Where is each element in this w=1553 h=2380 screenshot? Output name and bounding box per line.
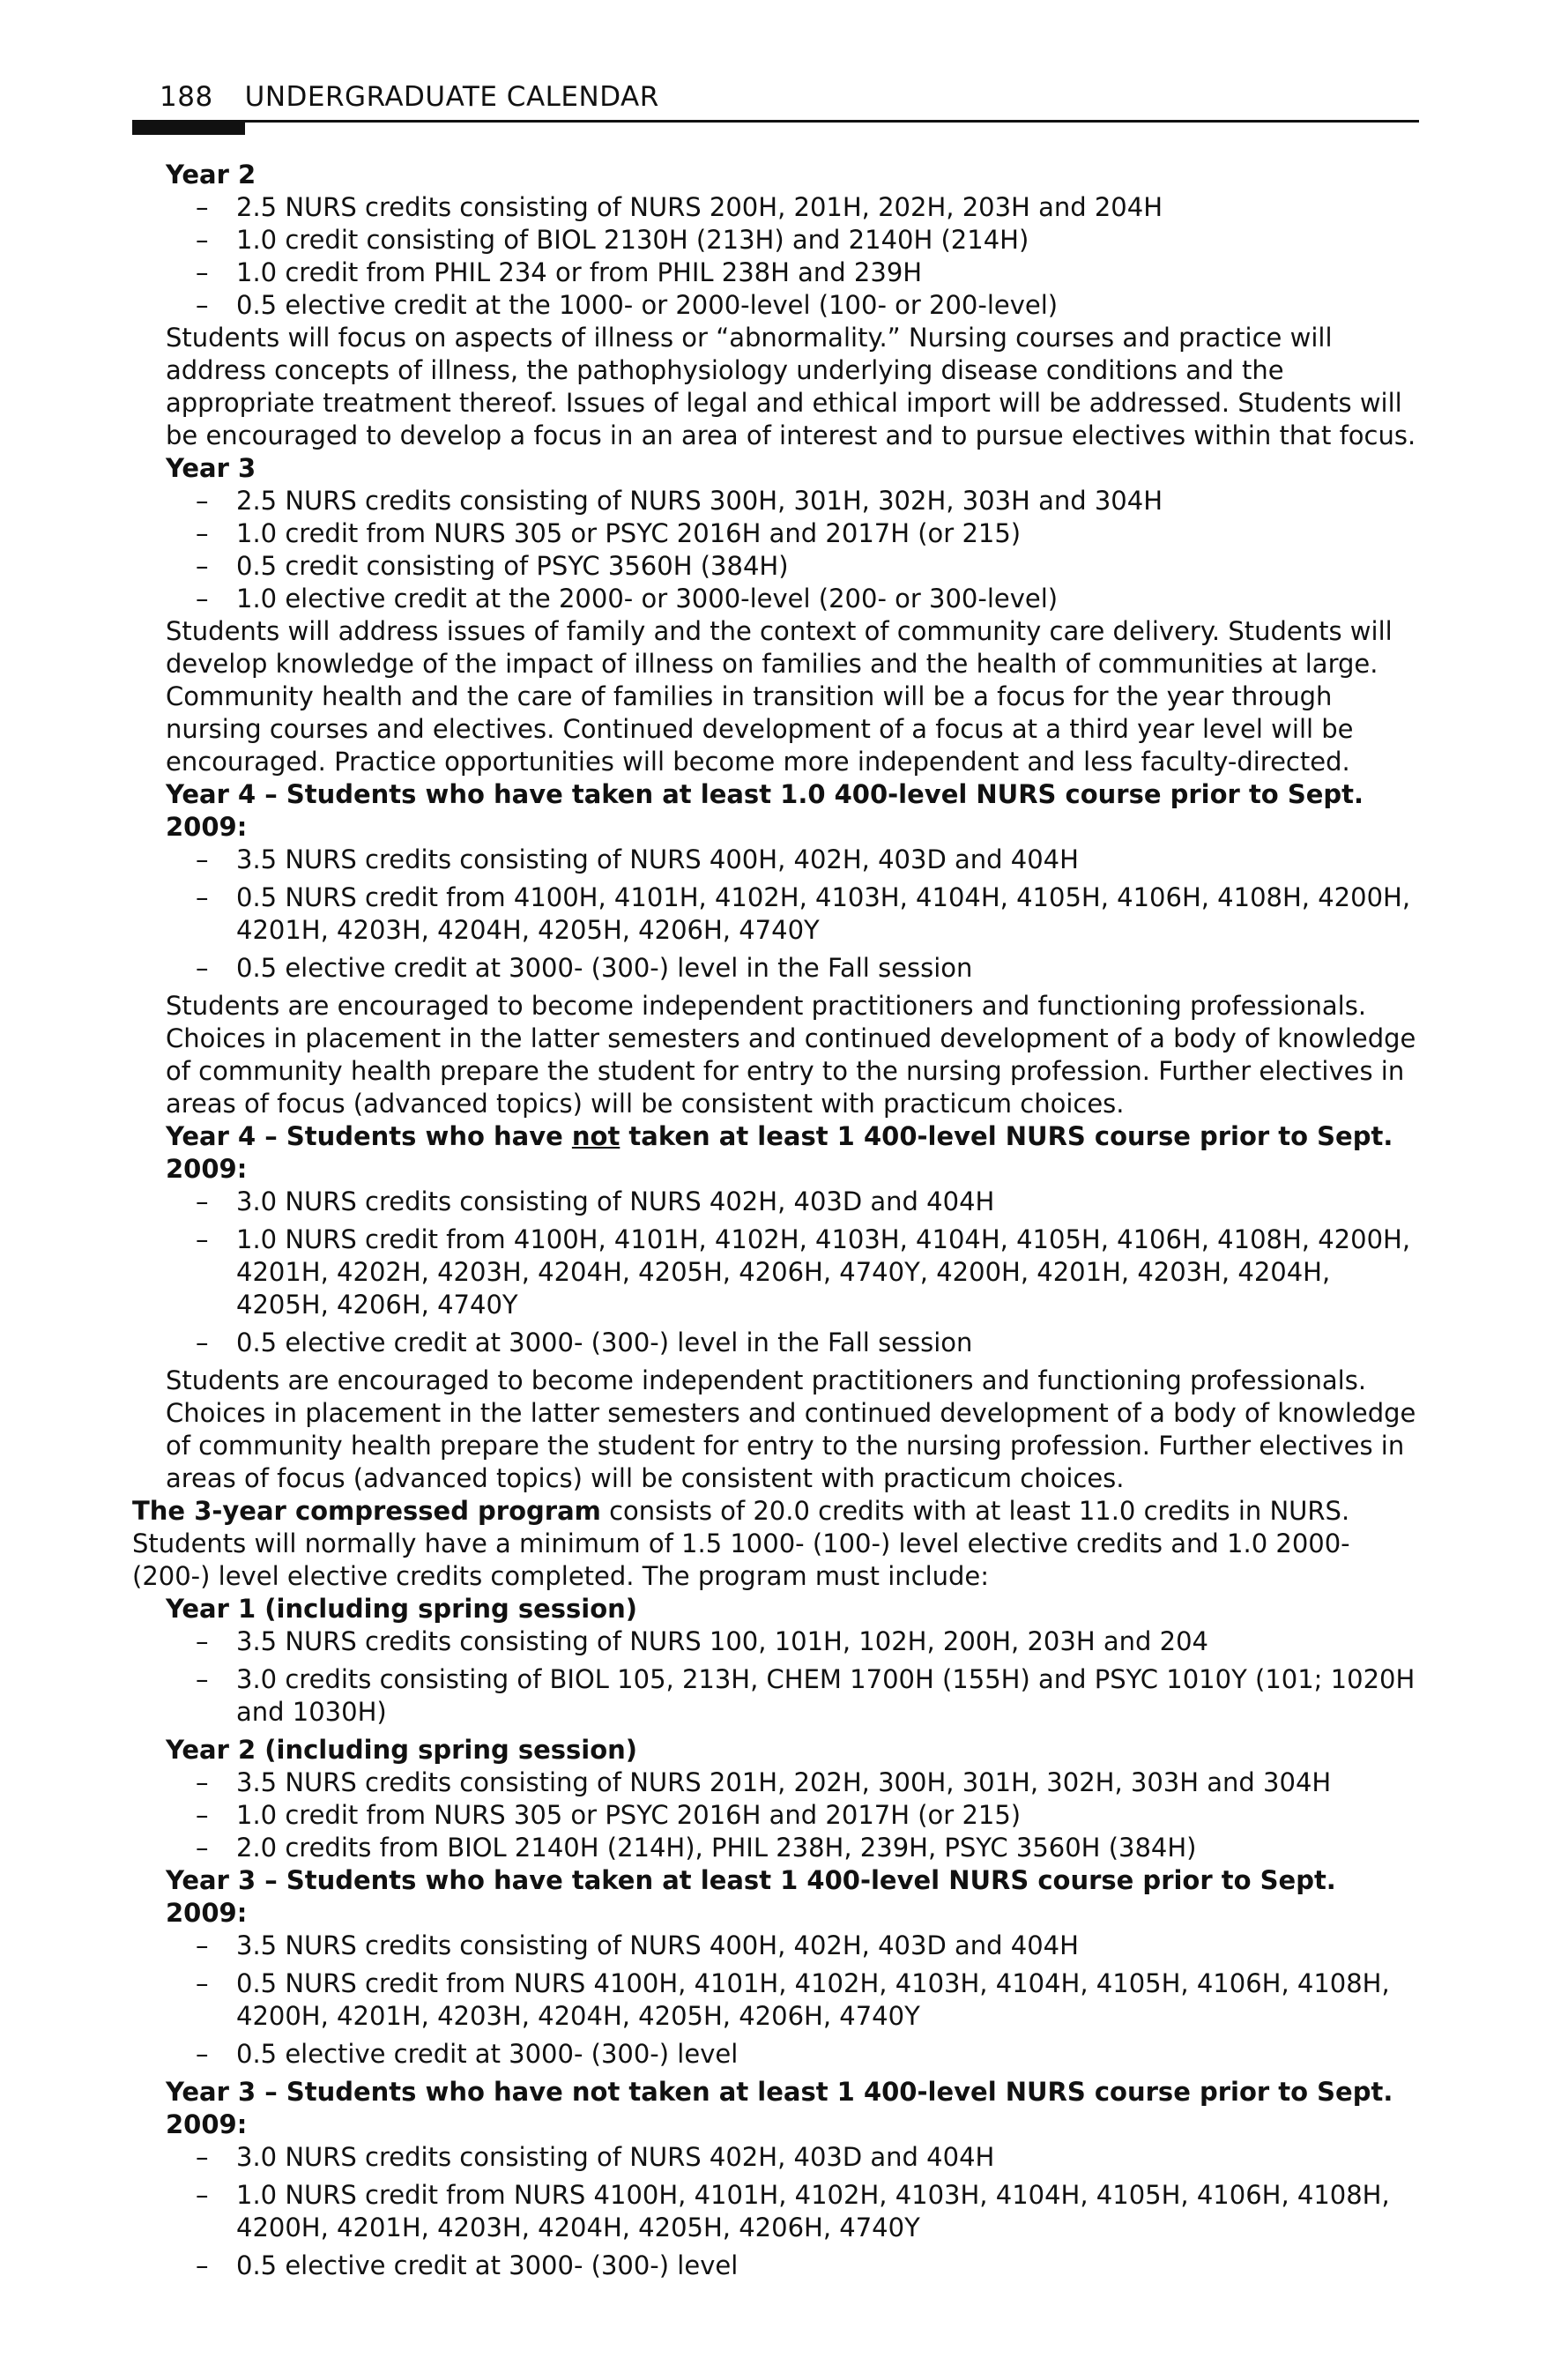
requirement-list bbox=[166, 844, 1419, 985]
year-4-not-taken-section bbox=[132, 1120, 1419, 1495]
list-item: – 1.0 credit consisting of BIOL 2130H (213H) and 2140H (214H) bbox=[196, 224, 1419, 257]
header-title: UNDERGRADUATE CALENDAR bbox=[244, 81, 659, 113]
list-item: – 1.0 credit from PHIL 234 or from PHIL 238H and 239H bbox=[196, 257, 1419, 289]
list-item: – 0.5 credit consisting of PSYC 3560H (384H) bbox=[196, 550, 1419, 583]
description-paragraph: Students will address issues of family and the context of community care delivery. Students will develop knowledge of the impact of illness on families and the health of communities at large. Community health and the care of families in transition will be a focus for the year through nursing courses and electives. Continued development of a focus at a third year level will be encouraged. Practice opportunities will become more independent and less faculty-directed. bbox=[166, 616, 1393, 777]
requirement-list bbox=[166, 485, 1419, 615]
intro-lead: The 3-year compressed program bbox=[132, 1496, 601, 1526]
list-item: – 0.5 elective credit at the 1000- or 2000-level (100- or 200-level) bbox=[196, 289, 1419, 322]
header-rule bbox=[132, 120, 1419, 123]
compressed-year-3-not-taken-section bbox=[132, 2076, 1419, 2282]
header-block bbox=[132, 123, 245, 135]
section-heading: Year 3 – Students who have not taken at least 1 400-level NURS course prior to Sept. 2009: bbox=[166, 2077, 1393, 2139]
heading-part: taken at least 1 400-level NURS course prior to Sept. 2009: bbox=[166, 1121, 1393, 1184]
section-heading: Year 2 bbox=[166, 160, 256, 190]
list-item: – 0.5 NURS credit from NURS 4100H, 4101H, 4102H, 4103H, 4104H, 4105H, 4106H, 4108H, 4200H, 4201H, 4203H, 4204H, 4205H, 4206H, 4740Y bbox=[196, 1967, 1419, 2033]
list-item: – 3.5 NURS credits consisting of NURS 201H, 202H, 300H, 301H, 302H, 303H and 304H bbox=[196, 1766, 1419, 1799]
list-item: – 2.5 NURS credits consisting of NURS 200H, 201H, 202H, 203H and 204H bbox=[196, 191, 1419, 224]
intro-text: consists of 20.0 credits with at least 11.0 credits in NURS. Students will normally have a minimum of 1.5 1000- (100-) level elective credits and 1.0 2000- (200-) level elective credits completed. The program must include: bbox=[132, 1496, 1350, 1591]
year-3-section bbox=[132, 452, 1419, 778]
description-paragraph: Students are encouraged to become independent practitioners and functioning professionals. Choices in placement in the latter semesters and continued development of a body of knowledge of community health prepare the student for entry to the nursing profession. Further electives in areas of focus (advanced topics) will be consistent with practicum choices. bbox=[166, 1365, 1416, 1493]
list-item: – 1.0 NURS credit from NURS 4100H, 4101H, 4102H, 4103H, 4104H, 4105H, 4106H, 4108H, 4200H, 4201H, 4203H, 4204H, 4205H, 4206H, 4740Y bbox=[196, 2179, 1419, 2244]
heading-emphasis: not bbox=[571, 1121, 620, 1151]
list-item: – 3.5 NURS credits consisting of NURS 400H, 402H, 403D and 404H bbox=[196, 1930, 1419, 1962]
list-item: – 3.5 NURS credits consisting of NURS 100, 101H, 102H, 200H, 203H and 204 bbox=[196, 1625, 1419, 1658]
requirement-list bbox=[166, 1186, 1419, 1359]
requirement-list bbox=[166, 1625, 1419, 1729]
year-4-taken-section bbox=[132, 778, 1419, 1120]
requirement-list bbox=[166, 1930, 1419, 2071]
year-2-section bbox=[132, 159, 1419, 452]
section-heading: Year 4 – Students who have taken at least 1.0 400-level NURS course prior to Sept. 2009: bbox=[166, 779, 1364, 842]
compressed-year-3-taken-section bbox=[132, 1864, 1419, 2071]
running-header bbox=[160, 78, 659, 116]
compressed-program-intro bbox=[132, 1495, 1419, 1593]
list-item: – 0.5 elective credit at 3000- (300-) level in the Fall session bbox=[196, 952, 1419, 985]
list-item: – 0.5 NURS credit from 4100H, 4101H, 4102H, 4103H, 4104H, 4105H, 4106H, 4108H, 4200H, 4201H, 4203H, 4204H, 4205H, 4206H, 4740Y bbox=[196, 881, 1419, 947]
description-paragraph: Students are encouraged to become independent practitioners and functioning professionals. Choices in placement in the latter semesters and continued development of a body of knowledge of community health prepare the student for entry to the nursing profession. Further electives in areas of focus (advanced topics) will be consistent with practicum choices. bbox=[166, 991, 1416, 1119]
heading-part: Year 4 – Students who have bbox=[166, 1121, 572, 1151]
requirement-list bbox=[166, 1766, 1419, 1864]
list-item: – 3.0 NURS credits consisting of NURS 402H, 403D and 404H bbox=[196, 2141, 1419, 2174]
list-item: – 3.0 credits consisting of BIOL 105, 213H, CHEM 1700H (155H) and PSYC 1010Y (101; 1020H and 1030H) bbox=[196, 1663, 1419, 1729]
list-item: – 0.5 elective credit at 3000- (300-) level bbox=[196, 2038, 1419, 2071]
page-number: 188 bbox=[160, 81, 213, 113]
list-item: – 1.0 NURS credit from 4100H, 4101H, 4102H, 4103H, 4104H, 4105H, 4106H, 4108H, 4200H, 4201H, 4202H, 4203H, 4204H, 4205H, 4206H, 4740Y, 4200H, 4201H, 4203H, 4204H, 4205H, 4206H, 4740Y bbox=[196, 1223, 1419, 1321]
section-heading: Year 3 bbox=[166, 453, 256, 483]
list-item: – 1.0 elective credit at the 2000- or 3000-level (200- or 300-level) bbox=[196, 583, 1419, 615]
list-item: – 3.5 NURS credits consisting of NURS 400H, 402H, 403D and 404H bbox=[196, 844, 1419, 876]
requirement-list bbox=[166, 2141, 1419, 2282]
list-item: – 1.0 credit from NURS 305 or PSYC 2016H and 2017H (or 215) bbox=[196, 1799, 1419, 1832]
section-heading: Year 3 – Students who have taken at least 1 400-level NURS course prior to Sept. 2009: bbox=[166, 1865, 1336, 1928]
requirement-list bbox=[166, 191, 1419, 322]
compressed-year-2-section bbox=[132, 1734, 1419, 1864]
list-item: – 2.5 NURS credits consisting of NURS 300H, 301H, 302H, 303H and 304H bbox=[196, 485, 1419, 517]
list-item: – 2.0 credits from BIOL 2140H (214H), PHIL 238H, 239H, PSYC 3560H (384H) bbox=[196, 1832, 1419, 1864]
list-item: – 3.0 NURS credits consisting of NURS 402H, 403D and 404H bbox=[196, 1186, 1419, 1218]
calendar-content bbox=[132, 159, 1419, 2287]
section-heading: Year 1 (including spring session) bbox=[166, 1594, 638, 1624]
list-item: – 1.0 credit from NURS 305 or PSYC 2016H and 2017H (or 215) bbox=[196, 517, 1419, 550]
list-item: – 0.5 elective credit at 3000- (300-) level bbox=[196, 2250, 1419, 2282]
section-heading: Year 2 (including spring session) bbox=[166, 1735, 638, 1765]
section-heading bbox=[166, 1120, 1419, 1186]
intro-paragraph bbox=[132, 1495, 1419, 1593]
compressed-year-1-section bbox=[132, 1593, 1419, 1729]
list-item: – 0.5 elective credit at 3000- (300-) level in the Fall session bbox=[196, 1327, 1419, 1359]
description-paragraph: Students will focus on aspects of illness or “abnormality.” Nursing courses and practice will address concepts of illness, the pathophysiology underlying disease conditions and the appropriate treatment thereof. Issues of legal and ethical import will be addressed. Students will be encouraged to develop a focus in an area of interest and to pursue electives within that focus. bbox=[166, 323, 1416, 450]
